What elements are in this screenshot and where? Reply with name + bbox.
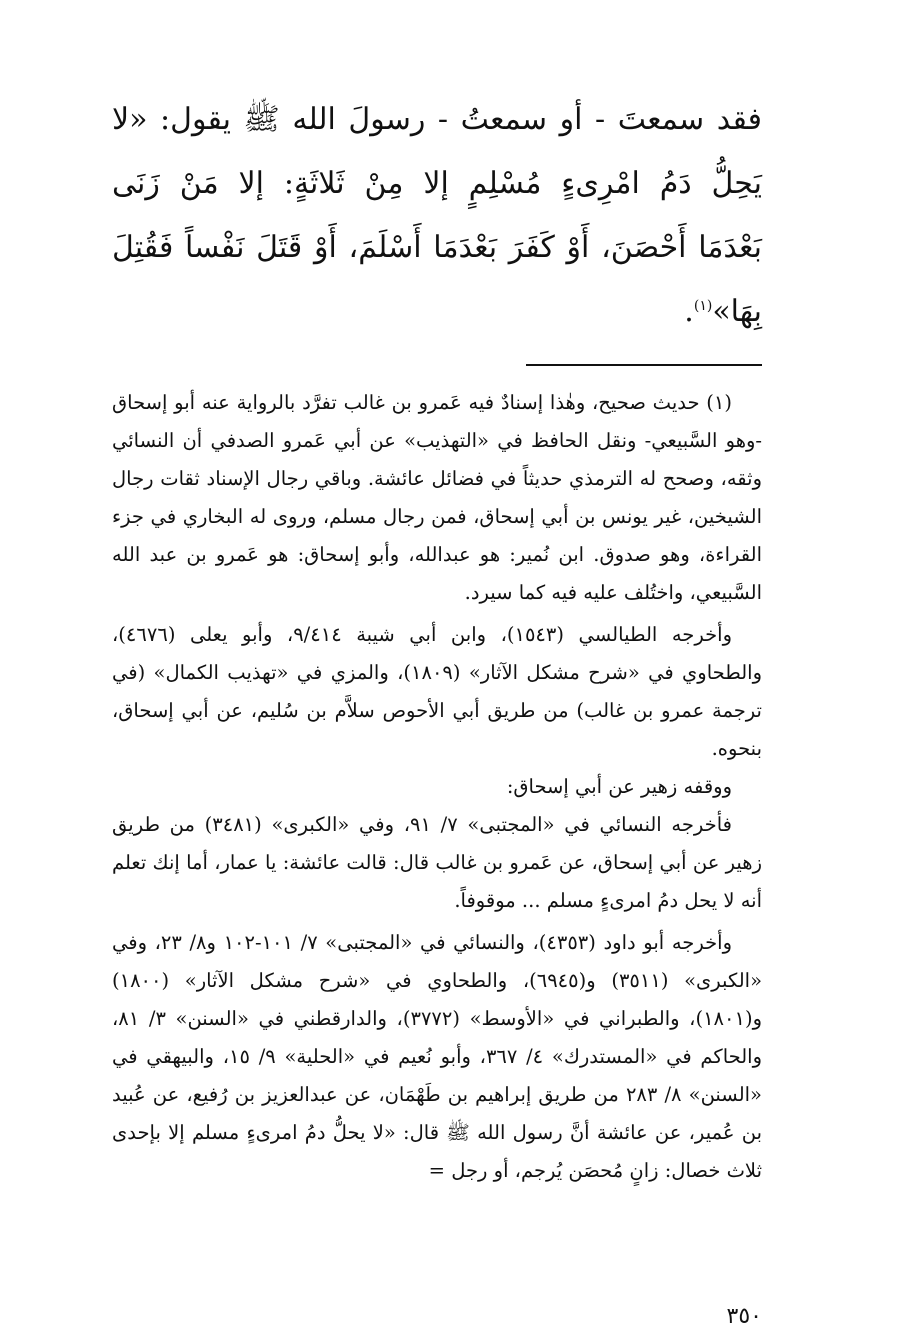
- footnote-paragraph: (١) حديث صحيح، وهٰذا إسنادٌ فيه عَمرو بن غالب تفرَّد بالرواية عنه أبو إسحاق -وهو السَّبيعي- ونقل الحافظ في «التهذيب» عن أبي عَمرو الصدفي أن النسائي وثقه، وصحح له الترمذي حديثاً في فضائل عائشة. وباقي رجال الإسناد ثقات رجال الشيخين، غير يونس بن أبي إسحاق، فمن رجال مسلم، وروى له البخاري في جزء القراءة، وهو صدوق. ابن نُمير: هو عبدالله، وأبو إسحاق: هو عَمرو بن عبد الله السَّبيعي، واختُلف عليه فيه كما سيرد.: [112, 391, 762, 604]
- footnote-paragraph: ووقفه زهير عن أبي إسحاق:: [506, 775, 732, 798]
- page: [112, 88, 762, 1329]
- main-text: [112, 88, 762, 344]
- footnote-paragraph: فأخرجه النسائي في «المجتبى» ٧/ ٩١، وفي «الكبرى» (٣٤٨١) من طريق زهير عن أبي إسحاق، عن عَمرو بن غالب قال: قالت عائشة: يا عمار، أما إنك تعلم أنه لا يحل دمُ امرىءٍ مسلم ... موقوفاً.: [112, 813, 762, 912]
- footnote-separator: [526, 364, 762, 366]
- footnote-paragraph: وأخرجه الطيالسي (١٥٤٣)، وابن أبي شيبة ٩/٤١٤، وأبو يعلى (٤٦٧٦)، والطحاوي في «شرح مشكل الآثار» (١٨٠٩)، والمزي في «تهذيب الكمال» (في ترجمة عمرو بن غالب) من طريق أبي الأحوص سلاَّم بن سُليم، عن أبي إسحاق، بنحوه.: [112, 623, 762, 760]
- main-text-end: .: [684, 294, 694, 329]
- footnote-paragraph: وأخرجه أبو داود (٤٣٥٣)، والنسائي في «المجتبى» ٧/ ١٠١-١٠٢ و٨/ ٢٣، وفي «الكبرى» (٣٥١١) و(٦٩٤٥)، والطحاوي في «شرح مشكل الآثار» (١٨٠٠) و(١٨٠١)، والطبراني في «الأوسط» (٣٧٧٢)، والدارقطني في «السنن» ٣/ ٨١، والحاكم في «المستدرك» ٤/ ٣٦٧، وأبو نُعيم في «الحلية» ٩/ ١٥، والبيهقي في «السنن» ٨/ ٢٨٣ من طريق إبراهيم بن طَهْمَان، عن عبدالعزيز بن رُفيع، عن عُبيد بن عُمير، عن عائشة أنَّ رسول الله ﷺ قال: «لا يحلُّ دمُ امرىءٍ مسلم إلا بإحدى ثلاث خصال: زانٍ مُحصَن يُرجم، أو رجل =: [112, 931, 762, 1182]
- main-text-body: فقد سمعتَ - أو سمعتُ - رسولَ الله ﷺ يقول: «لا يَحِلُّ دَمُ امْرِىءٍ مُسْلِمٍ إلا مِنْ ثَلاثَةٍ: إلا مَنْ زَنَى بَعْدَمَا أَحْصَنَ، أَوْ كَفَرَ بَعْدَمَا أَسْلَمَ، أَوْ قَتَلَ نَفْساً فَقُتِلَ بِهَا»: [112, 102, 762, 329]
- page-number: ٣٥٠: [726, 1304, 762, 1329]
- footnote-marker: (١): [693, 298, 713, 314]
